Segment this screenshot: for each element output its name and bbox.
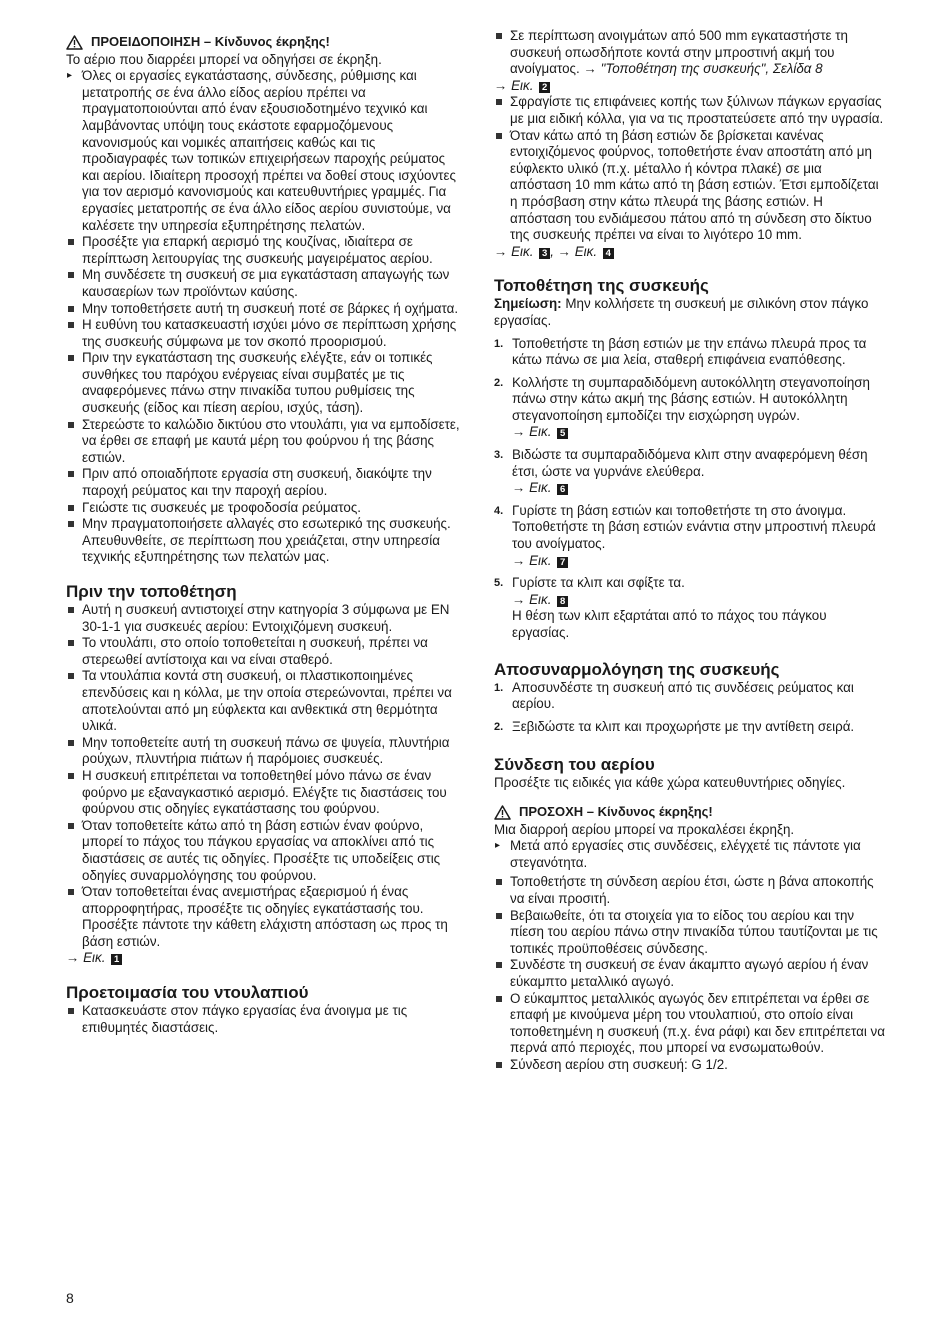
cabinet-list-continued (494, 28, 886, 78)
section-title-gas: Σύνδεση του αερίου (494, 755, 655, 775)
install-note: Σημείωση: Μην κολλήσετε τη συσκευή με σιλικόνη στον πάγκο εργασίας. (494, 296, 869, 328)
gas-bullet-list (494, 874, 886, 1073)
list-item: Σφραγίστε τις επιφάνειες κοπής των ξύλινων πάγκων εργασίας με μια ειδική κόλλα, για να τις προστατεύσετε από την υγρασία. (494, 94, 886, 127)
cross-reference-link[interactable]: "Τοποθέτηση της συσκευής", Σελίδα 8 (600, 61, 823, 77)
install-steps (494, 336, 886, 642)
list-item: 2. Ξεβιδώστε τα κλιπ και προχωρήστε με την αντίθετη σειρά. (494, 718, 855, 734)
cabinet-list-continued-2 (494, 94, 886, 243)
list-item: Ο εύκαμπτος μεταλλικός αγωγός δεν επιτρέπεται να έρθει σε επαφή με κινούμενα μέρη του ντουλαπιού, στο οποίο είναι τοποθετημένη η συσκευή (π.χ. ένα ράφι) και δεν επιτρέπεται να περνά από περιοχές, που μπορεί να ενσωματωθούν. (494, 991, 886, 1057)
list-item: ▸ Μετά από εργασίες στις συνδέσεις, ελέγχετέ τις πάντοτε για στεγανότητα. (494, 838, 886, 871)
list-item: Το ντουλάπι, στο οποίο τοποθετείται η συσκευή, πρέπει να στερεωθεί αντίστοιχα και να είναι σταθερό. (66, 635, 462, 668)
list-item: Συνδέστε τη συσκευή σε έναν άκαμπτο αγωγό αερίου ή έναν εύκαμπτο μεταλλικό αγωγό. (494, 957, 886, 990)
caution-text: Μια διαρροή αερίου μπορεί να προκαλέσει έκρηξη. (494, 821, 795, 837)
list-item: Στερεώστε το καλώδιο δικτύου στο ντουλάπι, για να εμποδίσετε, να έρθει σε επαφή με καυτά μέρη του φούρνου ή της βάσης εστιών. (66, 417, 462, 467)
list-item: 1. Τοποθετήστε τη βάση εστιών με την επάνω πλευρά προς τα κάτω πάνω σε μια λεία, σταθερή επιφάνεια εναπόθεσης. (494, 335, 867, 368)
section-title-before-install: Πριν την τοποθέτηση (66, 582, 237, 601)
list-item: 3. Βιδώστε τα συμπαραδιδόμενα κλιπ στην αναφερόμενη θέση έτσι, ώστε να γυρνάνε ελεύθερα. → Εικ. 6 (494, 447, 868, 496)
left-column (66, 34, 462, 1036)
right-column (494, 28, 886, 1073)
list-item: Τα ντουλάπια κοντά στη συσκευή, οι πλαστικοποιημένες επενδύσεις και η κόλλα, με την οποία στερεώνονται, πρέπει να αποτελούνται από μη εύφλεκτα και ανθεκτικά στη θερμότητα υλικά. (66, 668, 462, 734)
figure-number-badge: 7 (557, 557, 568, 568)
section-title-install: Τοποθέτηση της συσκευής (494, 276, 709, 296)
list-item: Προσέξτε για επαρκή αερισμό της κουζίνας, ιδιαίτερα σε περίπτωση λειτουργίας της συσκευής μαγειρέματος αερίου. (66, 234, 462, 267)
warning-triangle-icon (66, 35, 83, 50)
warning-triangle-icon (494, 805, 511, 820)
figure-reference: → Εικ. 2 (494, 78, 886, 95)
list-item: 1. Αποσυνδέστε τη συσκευή από τις συνδέσεις ρεύματος και αερίου. (494, 679, 854, 712)
warning-heading (66, 34, 462, 51)
list-item: 5. Γυρίστε τα κλιπ και σφίξτε τα. → Εικ. 8 Η θέση των κλιπ εξαρτάται από το πάχος του πάγκου εργασίας. (494, 575, 827, 640)
cabinet-list (66, 1003, 462, 1036)
list-item: Αυτή η συσκευή αντιστοιχεί στην κατηγορία 3 σύμφωνα με EN 30-1-1 για συσκευές αερίου: Εντοιχιζόμενη συσκευή. (66, 602, 462, 635)
page-number: 8 (66, 1290, 74, 1306)
list-item: Όταν τοποθετείτε κάτω από τη βάση εστιών έναν φούρνο, μπορεί το πάχος του πάγκου εργασίας να αποκλίνει από τις διαστάσεις σε αυτές τις οδηγίες. Προσέξτε τις υποδείξεις στις οδηγίες συναρμολόγησης του φούρνου. (66, 818, 462, 884)
figure-reference: → Εικ. 1 (66, 950, 462, 967)
list-item: 4. Γυρίστε τη βάση εστιών και τοποθετήστε τη στο άνοιγμα. Τοποθετήστε τη βάση εστιών ενάντια στην μπροστινή πλευρά του ανοίγματος. → Εικ. 7 (494, 502, 876, 568)
list-item: Γειώστε τις συσκευές με τροφοδοσία ρεύματος. (66, 500, 462, 517)
list-item: Σε περίπτωση ανοιγμάτων από 500 mm εγκαταστήστε τη συσκευή οπωσδήποτε κοντά στην μπροστινή ακμή του ανοίγματος. → "Τοποθέτηση της συσκευής", Σελίδα 8 (494, 28, 886, 78)
removal-steps (494, 680, 886, 736)
caution-title: ΠΡΟΣΟΧΗ – Κίνδυνος έκρηξης! (519, 803, 713, 819)
list-item: Μη συνδέσετε τη συσκευή σε μια εγκατάσταση απαγωγής των καυσαερίων των προϊόντων καύσης. (66, 267, 462, 300)
list-item: Πριν από οποιαδήποτε εργασία στη συσκευή, διακόψτε την παροχή ρεύματος και την παροχή αερίου. (66, 466, 462, 499)
caution-heading (494, 804, 886, 821)
figure-number-badge: 4 (603, 248, 614, 259)
list-item: Τοποθετήστε τη σύνδεση αερίου έτσι, ώστε η βάνα αποκοπής να είναι προσιτή. (494, 874, 886, 907)
figure-number-badge: 1 (111, 954, 122, 965)
warning-arrow-list (66, 68, 462, 234)
figure-number-badge: 6 (557, 484, 568, 495)
gas-intro: Προσέξτε τις ειδικές για κάθε χώρα κατευθυντήριες οδηγίες. (494, 775, 846, 791)
list-item: Η συσκευή επιτρέπεται να τοποθετηθεί μόνο πάνω σε έναν φούρνο με εξαναγκαστικό αερισμό. Ελέγξτε τις διαστάσεις του φούρνου στις οδηγίες εγκατάστασης του φούρνου. (66, 768, 462, 818)
before-install-list (66, 602, 462, 950)
list-item: Όταν κάτω από τη βάση εστιών δε βρίσκεται κανένας εντοιχιζόμενος φούρνος, τοποθετήστε έναν αποστάτη από μη εύφλεκτο υλικό (π.χ. μέταλλο ή κόντρα πλακέ) σε μια απόσταση 10 mm κάτω από τη βάση εστιών. Έτσι εμποδίζεται η πρόσβαση στην κάτω πλευρά της βάσης εστιών. Η απόσταση του ενδιάμεσου πάτου από τη σύνδεση στο δίκτυο της συσκευής πρέπει να είναι το λιγότερο 10 mm. (494, 128, 886, 244)
list-item: Κατασκευάστε στον πάγκο εργασίας ένα άνοιγμα με τις επιθυμητές διαστάσεις. (66, 1003, 462, 1036)
list-item: Πριν την εγκατάσταση της συσκευής ελέγξτε, εάν οι τοπικές συνθήκες του παρόχου ενέργειας είναι συμβατές με τις αναφερόμενες πάνω στην πινακίδα τυπου ρυθμίσεις της συσκευής (είδος και πίεση αερίου, ισχύς, τάση). (66, 350, 462, 416)
section-title-cabinet: Προετοιμασία του ντουλαπιού (66, 983, 309, 1003)
safety-bullet-list (66, 234, 462, 566)
caution-arrow-list (494, 838, 886, 871)
list-item: ▸ Όλες οι εργασίες εγκατάστασης, σύνδεσης, ρύθμισης και μετατροπής σε ένα άλλο είδος αερίου πρέπει να πραγματοποιούνται από έναν εξουσιοδοτημένο τεχνικό και λαμβάνοντας υπόψη τους εκάστοτε εφαρμοζόμενους κανονισμούς και νομικές απαιτήσεις καθώς και τις προδιαγραφές των τοπικών επιχειρήσεων παροχής ρεύματος και αερίου. Ιδιαίτερη προσοχή πρέπει να δοθεί στους ισχύοντες για τον αερισμό κανονισμούς και κατευθυντήριες γραμμές. Για εργασίες μετατροπής σε ένα άλλο είδος αερίου συνιστούμε, να καλέσετε την υπηρεσία εξυπηρέτησης πελατών. (66, 68, 462, 234)
list-item: Μην πραγματοποιήσετε αλλαγές στο εσωτερικό της συσκευής. Απευθυνθείτε, σε περίπτωση που χρειάζεται, στην υπηρεσία τεχνικής εξυπηρέτησης των πελατών μας. (66, 516, 462, 566)
list-item: Μην τοποθετήσετε αυτή τη συσκευή ποτέ σε βάρκες ή οχήματα. (66, 301, 462, 318)
section-title-removal: Αποσυναρμολόγηση της συσκευής (494, 659, 780, 679)
figure-reference: → Εικ. 3 , → Εικ. 4 (494, 244, 886, 261)
list-item: Όταν τοποθετείται ένας ανεμιστήρας εξαερισμού ή ένας απορροφητήρας, προσέξτε τις οδηγίες εγκατάστασής του. Προσέξτε πάντοτε την κάθετη ελάχιστη απόσταση ως προς τη βάση εστιών. (66, 884, 462, 950)
list-item: Μην τοποθετείτε αυτή τη συσκευή πάνω σε ψυγεία, πλυντήρια ρούχων, πλυντήρια πιάτων ή παρόμοιες συσκευές. (66, 735, 462, 768)
figure-number-badge: 3 (539, 248, 550, 259)
figure-number-badge: 2 (539, 82, 550, 93)
list-item: Σύνδεση αερίου στη συσκευή: G 1/2. (494, 1057, 886, 1074)
list-item: Η ευθύνη του κατασκευαστή ισχύει μόνο σε περίπτωση χρήσης της συσκευής σύμφωνα με τον σκοπό προορισμού. (66, 317, 462, 350)
figure-number-badge: 8 (557, 596, 568, 607)
figure-number-badge: 5 (557, 428, 568, 439)
list-item: Βεβαιωθείτε, ότι τα στοιχεία για το είδος του αερίου και την πίεση του αερίου πάνω στην πινακίδα τύπου ταυτίζονται με τις τοπικές προϋποθέσεις σύνδεσης. (494, 908, 886, 958)
warning-title: ΠΡΟΕΙΔΟΠΟΙΗΣΗ – Κίνδυνος έκρηξης! (91, 34, 330, 49)
warning-text: Το αέριο που διαρρέει μπορεί να οδηγήσει σε έκρηξη. (66, 51, 382, 67)
list-item: 2. Κολλήστε τη συμπαραδιδόμενη αυτοκόλλητη στεγανοποίηση πάνω στην κάτω ακμή της βάσης εστιών. Η αυτοκόλλητη στεγανοποίηση εμποδίζει την εισχώρηση υγρών. → Εικ. 5 (494, 374, 871, 440)
